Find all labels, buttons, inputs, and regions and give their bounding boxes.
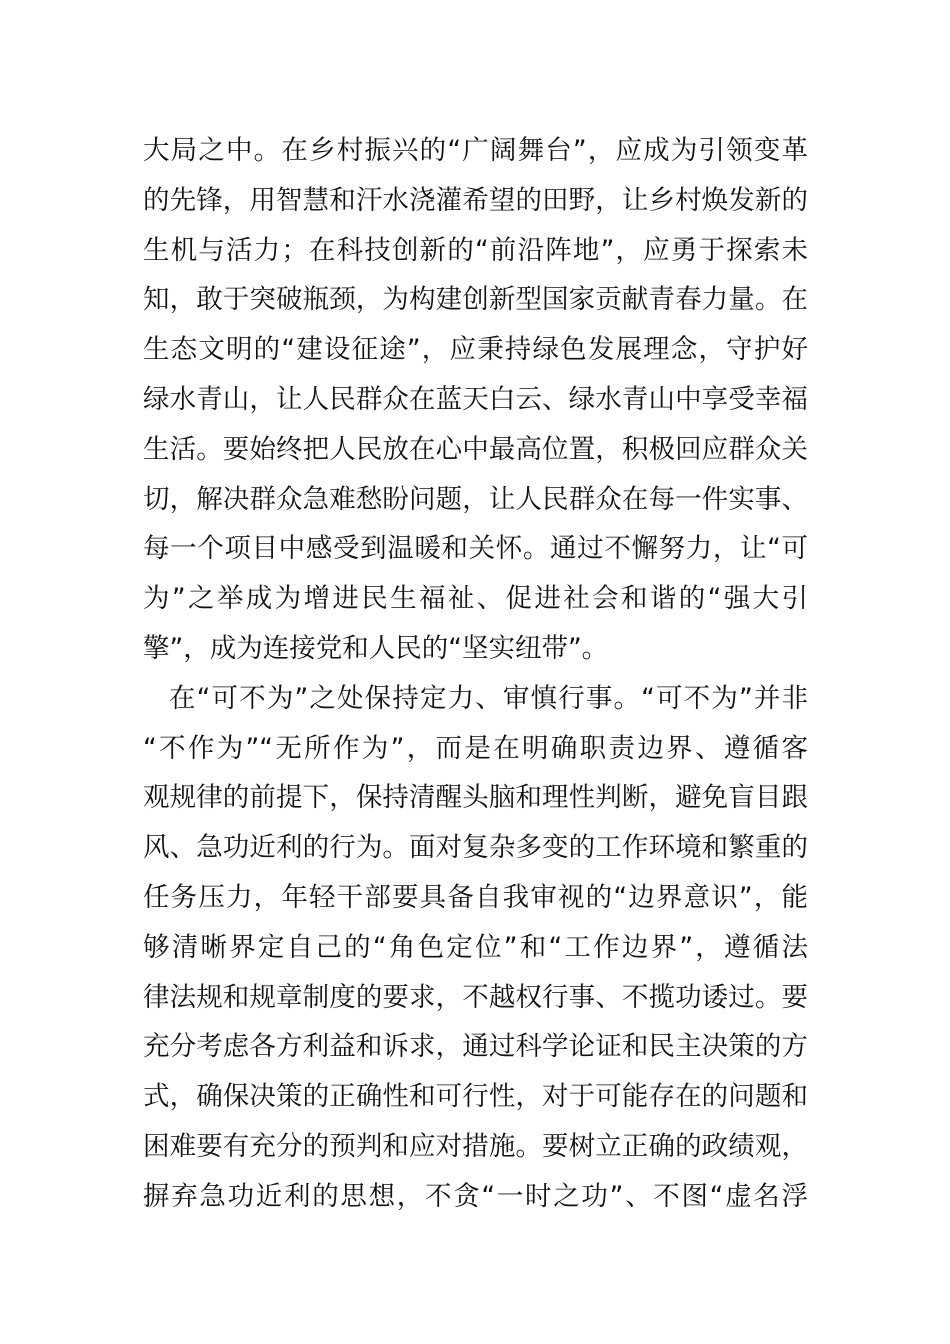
text-line: 够清晰界定自己的“角色定位”和“工作边界”，遵循法 [143,931,808,963]
text-line: 律法规和规章制度的要求，不越权行事、不揽功诿过。要 [143,981,808,1013]
text-line: 充分考虑各方利益和诉求，通过科学论证和民主决策的方 [143,1031,808,1063]
text-line: 擎”，成为连接党和人民的“坚实纽带”。 [143,632,609,664]
paragraph-2 [143,674,808,1222]
text-line: 困难要有充分的预判和应对措施。要树立正确的政绩观， [143,1130,808,1162]
text-line: 知，敢于突破瓶颈，为构建创新型国家贡献青春力量。在 [143,284,808,316]
text-line: “不作为”“无所作为”，而是在明确职责边界、遵循客 [143,732,808,764]
text-line: 任务压力，年轻干部要具备自我审视的“边界意识”，能 [143,881,808,913]
text-line: 风、急功近利的行为。面对复杂多变的工作环境和繁重的 [143,832,808,864]
text-line: 观规律的前提下，保持清醒头脑和理性判断，避免盲目跟 [143,782,808,814]
text-line: 为”之举成为增进民生福祉、促进社会和谐的“强大引 [143,583,808,615]
text-line: 大局之中。在乡村振兴的“广阔舞台”，应成为引领变革 [143,135,808,166]
text-line: 绿水青山，让人民群众在蓝天白云、绿水青山中享受幸福 [143,383,808,415]
text-line: 生态文明的“建设征途”，应秉持绿色发展理念，守护好 [143,334,808,366]
body-text [143,126,808,1222]
text-line: 生活。要始终把人民放在心中最高位置，积极回应群众关 [143,433,808,465]
text-line: 在“可不为”之处保持定力、审慎行事。“可不为”并非 [169,682,808,714]
text-line: 每一个项目中感受到温暖和关怀。通过不懈努力，让“可 [143,533,808,565]
text-line: 的先锋，用智慧和汗水浇灌希望的田野，让乡村焕发新的 [143,184,808,216]
text-line: 摒弃急功近利的思想，不贪“一时之功”、不图“虚名浮 [143,1180,808,1212]
text-line: 式，确保决策的正确性和可行性，对于可能存在的问题和 [143,1081,808,1113]
text-line: 切，解决群众急难愁盼问题，让人民群众在每一件实事、 [143,483,808,515]
text-line: 生机与活力；在科技创新的“前沿阵地”，应勇于探索未 [143,234,808,266]
paragraph-1 [143,126,808,674]
